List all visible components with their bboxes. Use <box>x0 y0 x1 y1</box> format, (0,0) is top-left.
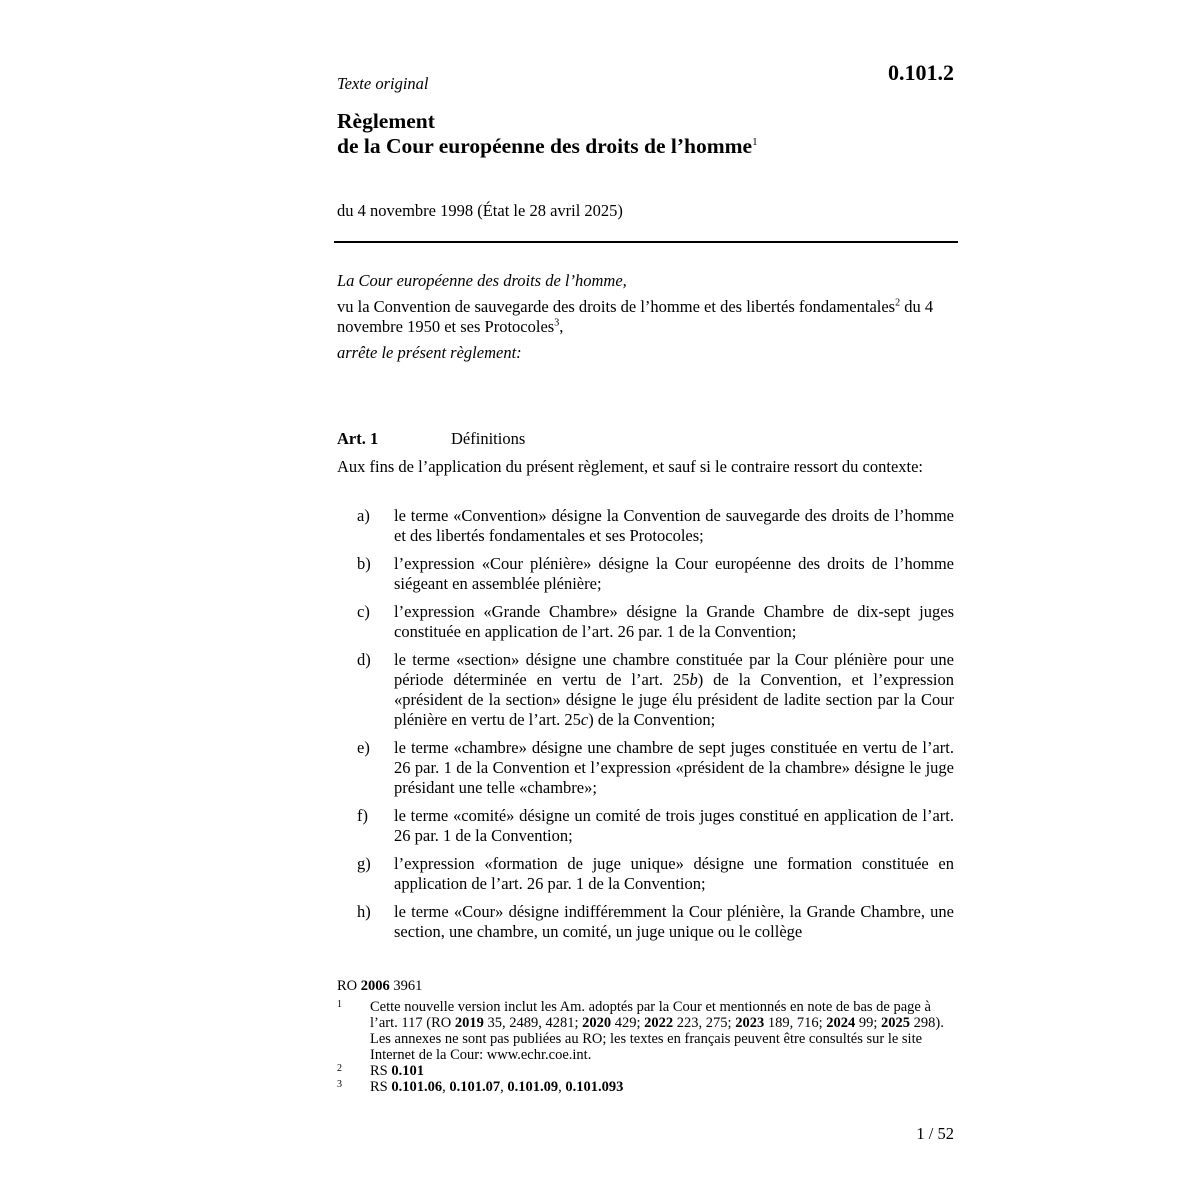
definition-marker: c) <box>357 602 370 621</box>
footnote-year: 2025 <box>881 1015 910 1031</box>
footnote-text-part: 99; <box>855 1015 881 1031</box>
definition-marker: f) <box>357 806 368 825</box>
definition-text-part: le terme «section» désigne une chambre constituée par la Cour plénière pour une période déterminée en vertu de l’art. 25 <box>394 650 954 689</box>
definition-marker: e) <box>357 738 370 757</box>
definition-text: le terme «comité» désigne un comité de trois juges constitué en application de l’art. 26 par. 1 de la Convention; <box>394 806 954 845</box>
definition-text: le terme «chambre» désigne une chambre de sept juges constituée en vertu de l’art. 26 par. 1 de la Convention et l’expression «président de la chambre» désigne le juge présidant une telle «chambre»; <box>394 738 954 797</box>
preamble-convention <box>337 297 957 337</box>
footnote-separator: , <box>558 1079 566 1095</box>
title-line-1: Règlement <box>337 109 435 133</box>
footnote-rs-ref: 0.101 <box>391 1063 424 1079</box>
footnote-separator: , <box>500 1079 508 1095</box>
definition-item-a <box>337 506 954 546</box>
footnotes <box>337 999 952 1095</box>
definition-marker: a) <box>357 506 370 525</box>
article-intro: Aux fins de l’application du présent règlement, et sauf si le contraire ressort du contexte: <box>337 457 924 476</box>
footnote-year: 2020 <box>582 1015 612 1031</box>
footnote-text <box>370 999 944 1063</box>
article-title: Définitions <box>451 429 526 448</box>
ro-reference <box>337 978 422 995</box>
definition-letter-ref: c <box>580 710 589 729</box>
rs-number: 0.101.2 <box>888 60 954 85</box>
footnote-year: 2019 <box>454 1015 484 1031</box>
footnote-1 <box>337 999 952 1063</box>
footnote-text-part: 298). Les annexes ne sont pas publiées au RO; les textes en français peuvent être consultés sur le site Internet de la Cour: www.echr.coe.int. <box>370 1015 944 1063</box>
footnote-rs-ref: 0.101.09 <box>507 1079 559 1095</box>
definition-item-b <box>337 554 954 594</box>
definition-item-h <box>337 902 954 942</box>
footnote-year: 2024 <box>826 1015 856 1031</box>
footnote-text-part: 35, 2489, 4281; <box>483 1015 583 1031</box>
footnote-rs-ref: 0.101.093 <box>565 1079 624 1095</box>
definition-text: l’expression «Cour plénière» désigne la Cour européenne des droits de l’homme siégeant en assemblée plénière; <box>394 554 954 593</box>
definition-marker: b) <box>357 554 371 573</box>
header-divider <box>334 241 958 243</box>
document-title <box>337 109 758 159</box>
definition-item-c <box>337 602 954 642</box>
footnote-text-part: 429; <box>611 1015 645 1031</box>
definition-marker: d) <box>357 650 371 669</box>
footnote-text <box>370 1063 424 1079</box>
date-status-line: du 4 novembre 1998 (État le 28 avril 2025) <box>337 201 623 220</box>
footnote-separator: , <box>442 1079 450 1095</box>
definition-marker: h) <box>357 902 371 921</box>
footnote-prefix: RS <box>370 1079 392 1095</box>
title-line-2-text: de la Cour européenne des droits de l’homme <box>337 134 753 158</box>
ro-prefix: RO <box>337 978 361 994</box>
footnote-text-part: Cette nouvelle version inclut les Am. adoptés par la Cour et mentionnés en note de bas de page à l’art. 117 (RO <box>370 999 931 1031</box>
footnote-marker: 1 <box>337 999 342 1010</box>
preamble-decree: arrête le présent règlement: <box>337 343 522 362</box>
definition-item-e <box>337 738 954 798</box>
preamble-court: La Cour européenne des droits de l’homme, <box>337 271 627 290</box>
footnote-year: 2023 <box>735 1015 765 1031</box>
definition-item-g <box>337 854 954 894</box>
definition-text-part: ) de la Convention, et l’expression «président de la section» désigne le juge élu président de ladite section par la Cour plénière en vertu de l’art. 25 <box>394 670 954 729</box>
page-number: 1 / 52 <box>916 1124 954 1143</box>
preamble-convention-date: du 4 novembre 1950 et ses Protocoles <box>337 297 934 336</box>
title-line-2 <box>337 134 758 159</box>
footnote-rs-ref: 0.101.07 <box>449 1079 501 1095</box>
footnote-text <box>370 1079 623 1095</box>
footnote-year: 2022 <box>644 1015 674 1031</box>
footnote-ref-3[interactable]: 3 <box>554 317 560 329</box>
preamble-punctuation: , <box>559 317 564 336</box>
definition-text <box>394 650 954 729</box>
footnote-marker: 2 <box>337 1063 342 1074</box>
footnote-prefix: RS <box>370 1063 392 1079</box>
article-number: Art. 1 <box>337 429 379 448</box>
definition-text: le terme «Cour» désigne indifféremment la Cour plénière, la Grande Chambre, une section, une chambre, un comité, un juge unique ou le collège <box>394 902 954 941</box>
article-heading <box>337 429 525 449</box>
footnote-2 <box>337 1063 952 1079</box>
title-footnote-ref[interactable]: 1 <box>752 135 758 148</box>
definition-text: l’expression «formation de juge unique» désigne une formation constituée en application de l’art. 26 par. 1 de la Convention; <box>394 854 954 893</box>
definition-text: le terme «Convention» désigne la Convention de sauvegarde des droits de l’homme et des libertés fondamentales et ses Protocoles; <box>394 506 954 545</box>
preamble-convention-text: vu la Convention de sauvegarde des droits de l’homme et des libertés fondamentales <box>337 297 896 316</box>
preamble <box>337 271 957 363</box>
definition-item-f <box>337 806 954 846</box>
definition-text: l’expression «Grande Chambre» désigne la Grande Chambre de dix-sept juges constituée en application de l’art. 26 par. 1 de la Convention; <box>394 602 954 641</box>
definition-marker: g) <box>357 854 371 873</box>
definitions-list <box>337 506 954 950</box>
definition-letter-ref: b <box>689 670 698 689</box>
texte-original-label: Texte original <box>337 74 429 93</box>
definition-text-part: ) de la Convention; <box>588 710 716 729</box>
definition-item-d <box>337 650 954 730</box>
ro-page: 3961 <box>389 978 423 994</box>
footnote-text-part: 223, 275; <box>673 1015 736 1031</box>
footnote-text-part: 189, 716; <box>764 1015 827 1031</box>
footnote-rs-ref: 0.101.06 <box>391 1079 443 1095</box>
footnote-marker: 3 <box>337 1079 342 1090</box>
footnote-3 <box>337 1079 952 1095</box>
footnote-ref-2[interactable]: 2 <box>895 297 901 309</box>
ro-year: 2006 <box>360 978 390 994</box>
